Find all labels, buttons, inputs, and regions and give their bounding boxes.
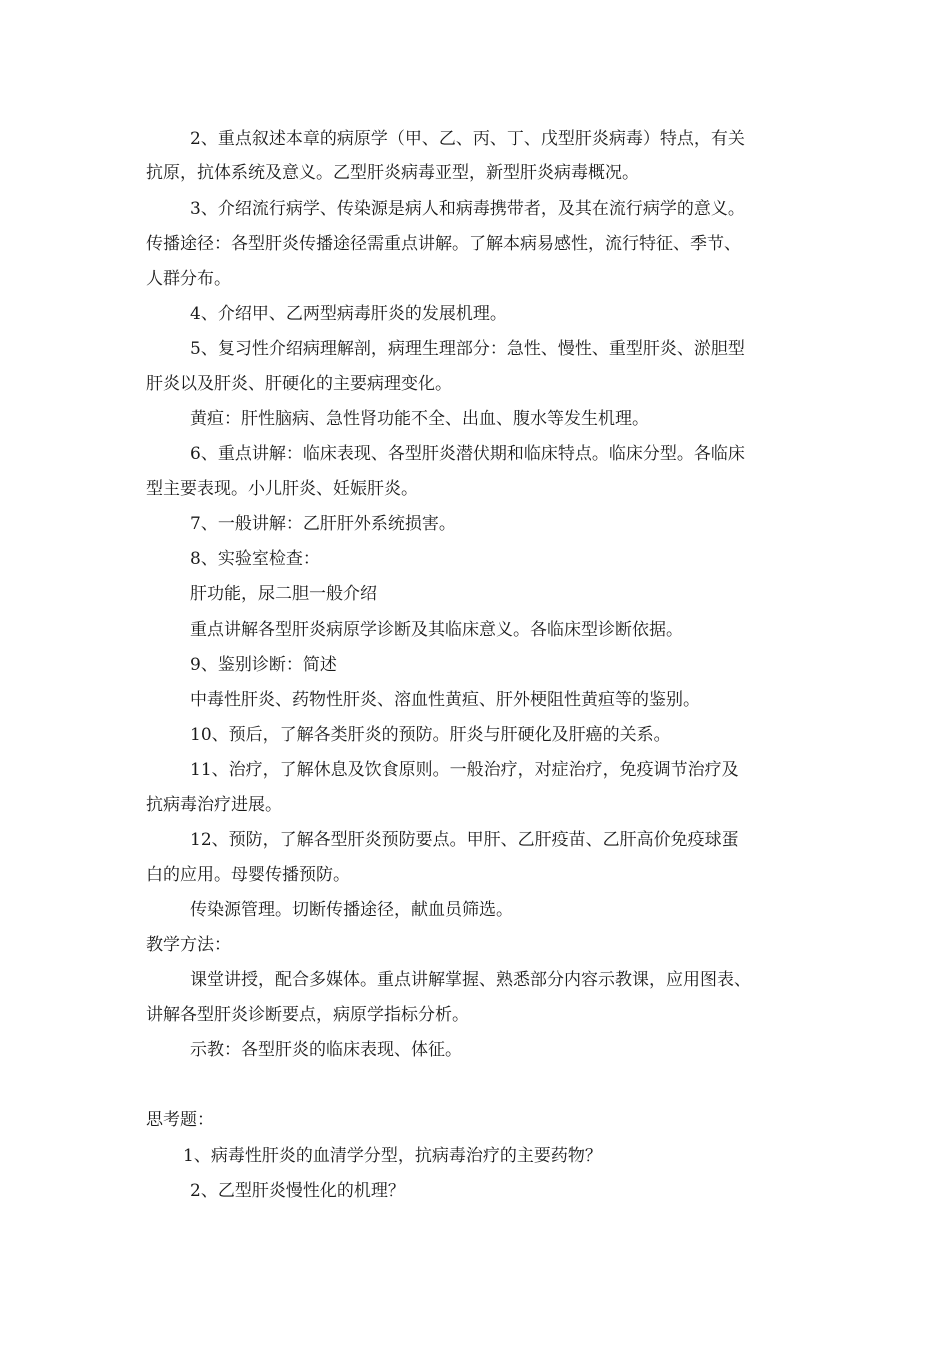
paragraph-line: 重点讲解各型肝炎病原学诊断及其临床意义。各临床型诊断依据。: [190, 620, 683, 640]
paragraph-line: 2、重点叙述本章的病原学（甲、乙、丙、丁、戊型肝炎病毒）特点，有关: [190, 129, 745, 149]
paragraph-line: 肝炎以及肝炎、肝硬化的主要病理变化。: [146, 374, 452, 394]
paragraph-line: 中毒性肝炎、药物性肝炎、溶血性黄疸、肝外梗阻性黄疸等的鉴别。: [190, 690, 700, 710]
paragraph-line: 11、治疗，了解休息及饮食原则。一般治疗，对症治疗，免疫调节治疗及: [190, 760, 739, 780]
paragraph-line: 7、一般讲解：乙肝肝外系统损害。: [190, 514, 456, 534]
paragraph-line: 4、介绍甲、乙两型病毒肝炎的发展机理。: [190, 304, 507, 324]
paragraph-line: 3、介绍流行病学、传染源是病人和病毒携带者，及其在流行病学的意义。: [190, 199, 745, 219]
paragraph-line: 8、实验室检查：: [190, 549, 320, 569]
paragraph-line: 传染源管理。切断传播途径，献血员筛选。: [190, 900, 513, 920]
paragraph-line: 抗病毒治疗进展。: [146, 795, 282, 815]
paragraph-line: 课堂讲授，配合多媒体。重点讲解掌握、熟悉部分内容示教课，应用图表、: [190, 970, 751, 990]
paragraph-line: 5、复习性介绍病理解剖，病理生理部分：急性、慢性、重型肝炎、淤胆型: [190, 339, 745, 359]
paragraph-line: 人群分布。: [146, 269, 231, 289]
paragraph-line: 白的应用。母婴传播预防。: [146, 865, 350, 885]
paragraph-line: 10、预后，了解各类肝炎的预防。肝炎与肝硬化及肝癌的关系。: [190, 725, 671, 745]
question-item: 1、病毒性肝炎的血清学分型，抗病毒治疗的主要药物？: [183, 1146, 602, 1166]
section-heading-questions: 思考题：: [146, 1110, 214, 1130]
paragraph-line: 型主要表现。小儿肝炎、妊娠肝炎。: [146, 479, 418, 499]
paragraph-line: 9、鉴别诊断：简述: [190, 655, 337, 675]
paragraph-line: 抗原，抗体系统及意义。乙型肝炎病毒亚型，新型肝炎病毒概况。: [146, 163, 639, 183]
section-heading-teaching-method: 教学方法：: [146, 935, 231, 955]
paragraph-line: 示教：各型肝炎的临床表现、体征。: [190, 1040, 462, 1060]
paragraph-line: 传播途径：各型肝炎传播途径需重点讲解。了解本病易感性，流行特征、季节、: [146, 234, 741, 254]
paragraph-line: 6、重点讲解：临床表现、各型肝炎潜伏期和临床特点。临床分型。各临床: [190, 444, 745, 464]
paragraph-line: 12、预防，了解各型肝炎预防要点。甲肝、乙肝疫苗、乙肝高价免疫球蛋: [190, 830, 739, 850]
paragraph-line: 黄疸：肝性脑病、急性肾功能不全、出血、腹水等发生机理。: [190, 409, 649, 429]
paragraph-line: 讲解各型肝炎诊断要点，病原学指标分析。: [146, 1005, 469, 1025]
question-item: 2、乙型肝炎慢性化的机理？: [190, 1181, 405, 1201]
paragraph-line: 肝功能，尿二胆一般介绍: [190, 584, 377, 604]
